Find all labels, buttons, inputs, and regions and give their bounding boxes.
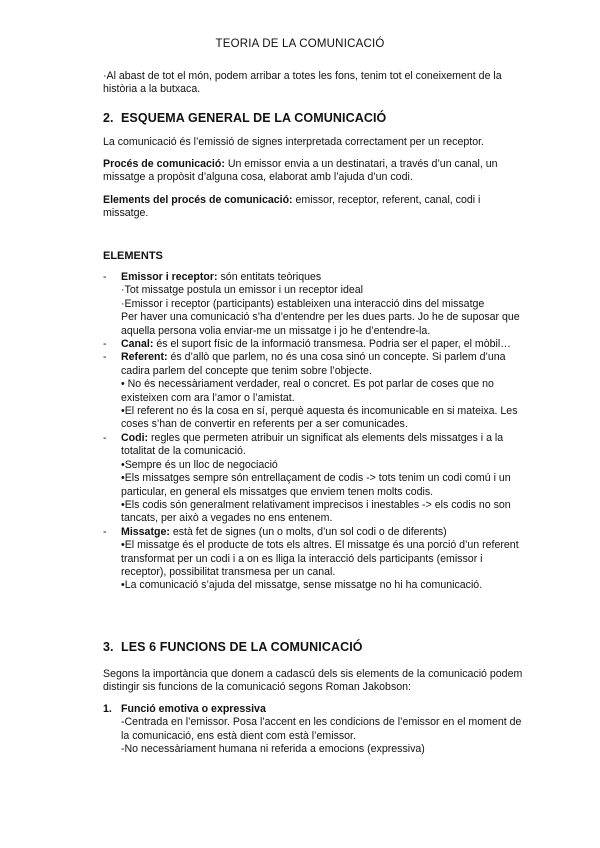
- item-line: -No necessàriament humana ni referida a emocions (expressiva): [121, 743, 425, 756]
- elements-text: emissor, receptor, referent, canal, codi i missatge.: [103, 194, 481, 220]
- list-item-emissor: [103, 271, 523, 338]
- section-heading-text: ESQUEMA GENERAL DE LA COMUNICACIÓ: [121, 111, 387, 125]
- proces-text: Un emissor envia a un destinatari, a través d’un canal, un missatge a propòsit d’alguna cosa, elaborat amb l’ajuda d’un codi.: [103, 158, 498, 184]
- dash-marker: -: [103, 525, 107, 538]
- item-line: • No és necessàriament verdader, real o concret. Es pot parlar de coses que no existeixen com ara l’amor o l’amistat.: [121, 378, 494, 404]
- item-label: Codi:: [121, 431, 149, 444]
- item-line: •Els codis són generalment relativament imprecisos i inestables -> els codis no son tancats, per això a vegades no ens entenem.: [121, 498, 511, 525]
- intro-text: Segons la importància que donem a cadascú dels sis elements de la comunicació podem distingir sis funcions de la comunicació segons Roman Jakobson:: [103, 668, 523, 694]
- item-line: •La comunicació s’ajuda del missatge, sense missatge no hi ha comunicació.: [121, 579, 483, 592]
- definition-text: La comunicació és l’emissió de signes interpretada correctament per un receptor.: [103, 136, 484, 148]
- item-number: 1.: [103, 703, 112, 715]
- item-line: ·Emissor i receptor (participants) estableixen una interacció dins del missatge: [121, 297, 485, 310]
- proces-label: Procés de comunicació:: [103, 158, 225, 170]
- elements-paragraph: [103, 194, 523, 221]
- item-text: són entitats teòriques: [217, 271, 322, 283]
- function-item-1: [103, 703, 523, 757]
- item-label: Canal:: [121, 338, 154, 351]
- elements-list: [103, 271, 523, 593]
- item-line: •El missatge és el producte de tots els altres. El missatge és una porció d’un referent transformat per un codi i a on es lliga la interacció dels participants (emissor i receptor), possibilitat transmesa per un canal.: [121, 539, 519, 578]
- communication-definition: [103, 136, 523, 149]
- item-label: Emissor i receptor:: [121, 271, 218, 283]
- item-line: Per haver una comunicació s’ha d’entendre per les dues parts. Jo he de suposar que aquella persona volia enviar-me un missatge i jo he d’entendre-la.: [121, 311, 520, 337]
- intro-bullet-text: ·Al abast de tot el món, podem arribar a totes les fons, tenim tot el coneixement de la història a la butxaca.: [103, 70, 502, 96]
- item-text: és d’allò que parlem, no és una cosa sinó un concepte. Si parlem d’una cadira parlem del concepte que tenim sobre l’objecte.: [121, 351, 506, 377]
- dash-marker: -: [103, 271, 107, 283]
- elements-heading: ELEMENTS: [103, 250, 163, 262]
- section-2-heading: [103, 111, 386, 125]
- item-text: és el suport físic de la informació transmesa. Podria ser el paper, el mòbil…: [153, 338, 511, 351]
- elements-label: Elements del procés de comunicació:: [103, 194, 293, 206]
- item-text: regles que permeten atribuir un significat als elements dels missatges i a la totalitat de la comunicació.: [121, 431, 504, 458]
- list-item-referent: [103, 351, 523, 431]
- item-line: -Centrada en l’emissor. Posa l’accent en les condicions de l’emissor en el moment de la comunicació, ens està dient com està l’emissor.: [121, 716, 522, 742]
- item-label: Missatge:: [121, 525, 170, 538]
- proces-paragraph: [103, 158, 523, 185]
- dash-marker: -: [103, 351, 107, 364]
- section-number: 2.: [103, 111, 114, 125]
- item-line: •El referent no és la cosa en sí, perquè aquesta és incomunicable en si mateixa. Les coses s’han de convertir en referents per a ser comunicades.: [121, 405, 518, 431]
- section-3-intro: [103, 668, 523, 695]
- item-label: Funció emotiva o expressiva: [121, 703, 266, 715]
- list-item-missatge: [103, 526, 523, 593]
- section-number: 3.: [103, 640, 114, 654]
- item-label: Referent:: [121, 351, 168, 364]
- list-item-codi: [103, 432, 523, 526]
- dash-marker: -: [103, 338, 107, 351]
- intro-bullet: [103, 70, 523, 97]
- dash-marker: -: [103, 431, 107, 444]
- item-line: ·Tot missatge postula un emissor i un receptor ideal: [121, 284, 364, 297]
- item-text: està fet de signes (un o molts, d’un sol codi o de diferents): [169, 525, 447, 538]
- item-line: •Sempre és un lloc de negociació: [121, 458, 278, 471]
- page-title: TEORIA DE LA COMUNICACIÓ: [215, 38, 385, 50]
- item-line: •Els missatges sempre són entrellaçament de codis -> tots tenim un codi comú i un particular, en general els missatges que enviem tenen molts codis.: [121, 472, 511, 498]
- section-3-heading: [103, 640, 363, 654]
- section-heading-text: LES 6 FUNCIONS DE LA COMUNICACIÓ: [121, 640, 363, 654]
- list-item-canal: [103, 338, 523, 351]
